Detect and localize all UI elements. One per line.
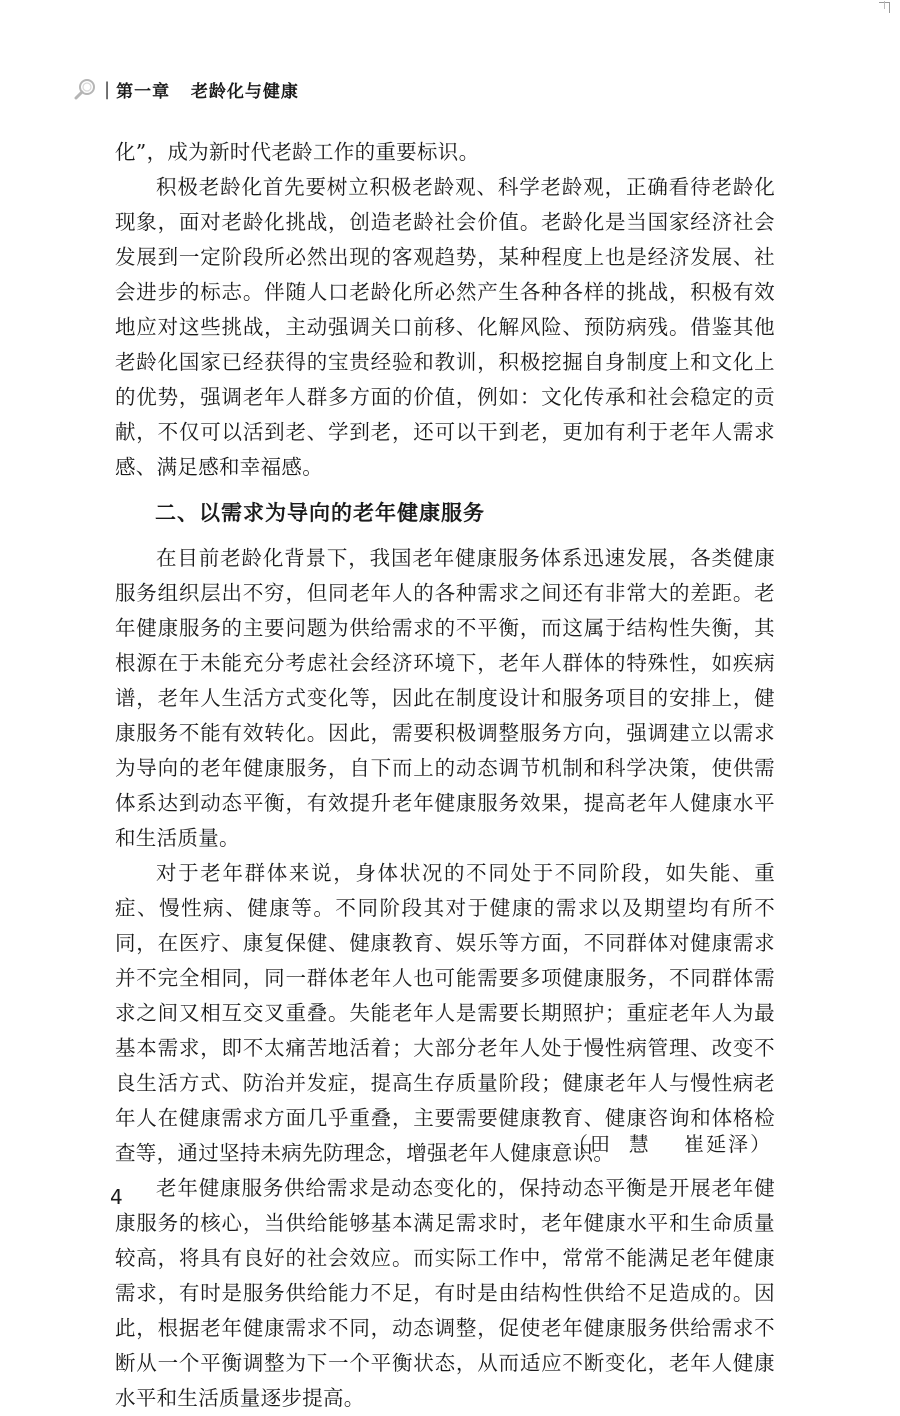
chapter-title: 第一章 老龄化与健康 bbox=[116, 81, 299, 102]
header-separator: | bbox=[104, 78, 111, 100]
paragraph: 在目前老龄化背景下，我国老年健康服务体系迅速发展，各类健康服务组织层出不穷，但同老年人的各种需求之间还有非常大的差距。老年健康服务的主要问题为供给需求的不平衡，而这属于结构性失衡，其根源在于未能充分考虑社会经济环境下，老年人群体的特殊性，如疾病谱，老年人生活方式变化等，因此在制度设计和服务项目的安排上，健康服务不能有效转化。因此，需要积极调整服务方向，强调建立以需求为导向的老年健康服务，自下而上的动态调节机制和科学决策，使供需体系达到动态平衡，有效提升老年健康服务效果，提高老年人健康水平和生活质量。 bbox=[115, 546, 775, 850]
paragraph: 积极老龄化首先要树立积极老龄观、科学老龄观，正确看待老龄化现象，面对老龄化挑战，创造老龄社会价值。老龄化是当国家经济社会发展到一定阶段所必然出现的客观趋势，某种程度上也是经济发展、社会进步的标志。伴随人口老龄化所必然产生各种各样的挑战，积极有效地应对这些挑战，主动强调关口前移、化解风险、预防病残。借鉴其他老龄化国家已经获得的宝贵经验和教训，积极挖掘自身制度上和文化上的优势，强调老年人群多方面的价值，例如：文化传承和社会稳定的贡献，不仅可以活到老、学到老，还可以干到老，更加有利于老年人需求感、满足感和幸福感。 bbox=[115, 175, 775, 479]
paragraph: 老年健康服务供给需求是动态变化的，保持动态平衡是开展老年健康服务的核心，当供给能够基本满足需求时，老年健康水平和生命质量较高，将具有良好的社会效应。而实际工作中，常常不能满足老年健康需求，有时是服务供给能力不足，有时是由结构性供给不足造成的。因此，根据老年健康需求不同，动态调整，促使老年健康服务供给需求不断从一个平衡调整为下一个平衡状态，从而适应不断变化，老年人健康水平和生活质量逐步提高。 bbox=[115, 1176, 775, 1410]
crop-mark bbox=[879, 2, 890, 13]
page-number: 4 bbox=[110, 1185, 123, 1209]
search-icon bbox=[74, 77, 98, 101]
author-credit: （田 慧 崔延泽） bbox=[568, 1132, 773, 1156]
running-header bbox=[74, 74, 299, 104]
paragraph: 化”，成为新时代老龄工作的重要标识。 bbox=[115, 140, 480, 164]
paragraph: 对于老年群体来说，身体状况的不同处于不同阶段，如失能、重症、慢性病、健康等。不同阶段其对于健康的需求以及期望均有所不同，在医疗、康复保健、健康教育、娱乐等方面，不同群体对健康需求并不完全相同，同一群体老年人也可能需要多项健康服务，不同群体需求之间又相互交叉重叠。失能老年人是需要长期照护；重症老年人为最基本需求，即不太痛苦地活着；大部分老年人处于慢性病管理、改变不良生活方式、防治并发症，提高生存质量阶段；健康老年人与慢性病老年人在健康需求方面几乎重叠，主要需要健康教育、健康咨询和体格检查等，通过坚持未病先防理念，增强老年人健康意识。 bbox=[115, 861, 775, 1165]
body-text bbox=[115, 135, 775, 1416]
section-heading: 二、以需求为导向的老年健康服务 bbox=[155, 501, 485, 525]
